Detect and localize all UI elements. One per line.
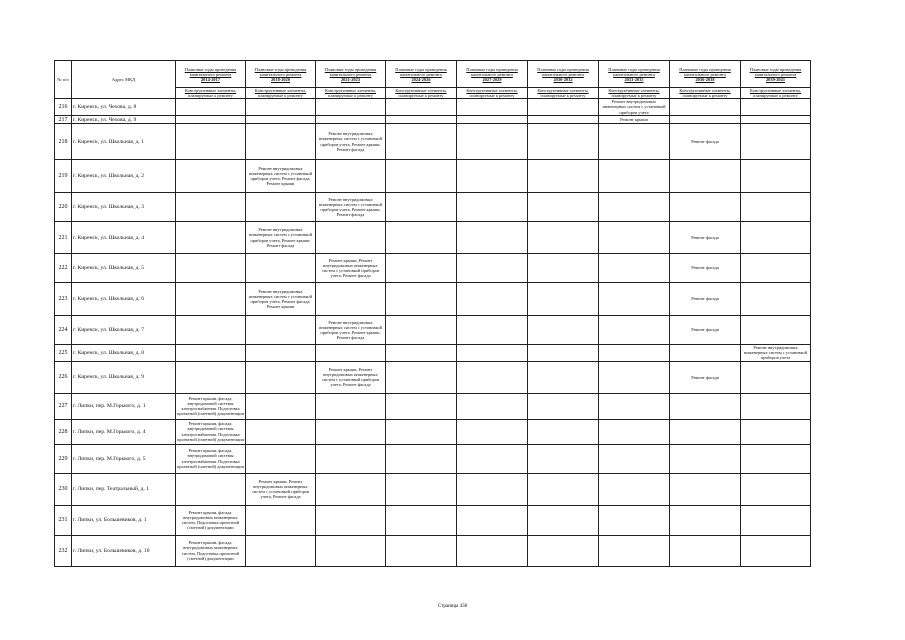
repair-work-cell — [599, 535, 670, 566]
repair-work-cell — [457, 222, 528, 254]
repair-work-cell — [457, 193, 528, 222]
repair-work-cell — [386, 361, 457, 393]
period-years: 2018-2020 — [270, 76, 291, 82]
repair-work-cell — [528, 393, 599, 419]
row-number: 231 — [55, 505, 72, 535]
repair-work-cell — [670, 116, 741, 124]
table-row — [55, 116, 811, 124]
repair-work-cell — [457, 361, 528, 393]
repair-work-cell — [246, 505, 316, 535]
repair-work-cell — [741, 444, 811, 473]
repair-work-cell — [316, 473, 386, 505]
row-address: г. Киренск, ул. Чехова, д. 9 — [72, 116, 176, 124]
repair-work-cell — [599, 160, 670, 193]
period-label: Плановые годы проведения капитального ремонта — [466, 66, 518, 77]
repair-work-cell — [316, 99, 386, 116]
repair-work-cell — [246, 124, 316, 160]
row-address: г. Липки, ул. Большевиков, д. 1 — [72, 505, 176, 535]
period-years: 2014-2017 — [200, 76, 221, 82]
repair-work-cell — [316, 535, 386, 566]
row-number: 230 — [55, 473, 72, 505]
repair-work-cell: Ремонт внутридомовых инженерных систем с установкой приборов учета, Ремонт крыши, Ремонт фасада — [246, 222, 316, 254]
period-subheader: Конструктивные элементы, планируемые к ремонту — [528, 88, 599, 99]
repair-work-cell — [528, 345, 599, 362]
repair-work-cell — [670, 473, 741, 505]
repair-work-cell — [741, 124, 811, 160]
row-address: г. Киренск, ул. Школьная, д. 8 — [72, 345, 176, 362]
repair-work-cell — [457, 116, 528, 124]
row-address: г. Липки, пер. М.Горького, д. 5 — [72, 444, 176, 473]
period-header-2014-2017 — [176, 61, 246, 88]
period-years: 2033-2035 — [624, 76, 644, 82]
period-header-2030-2032 — [528, 61, 599, 88]
repair-work-cell — [386, 535, 457, 566]
repair-work-cell — [599, 283, 670, 316]
row-number: 226 — [55, 361, 72, 393]
repair-work-cell — [316, 160, 386, 193]
repair-work-cell — [316, 419, 386, 444]
period-label: Плановые годы проведения капитального ремонта — [608, 66, 660, 77]
repair-work-cell — [316, 283, 386, 316]
repair-work-cell — [528, 419, 599, 444]
row-number: 228 — [55, 419, 72, 444]
period-subheader: Конструктивные элементы, планируемые к ремонту — [316, 88, 386, 99]
repair-work-cell — [670, 193, 741, 222]
repair-work-cell — [176, 160, 246, 193]
repair-work-cell — [246, 345, 316, 362]
repair-work-cell: Ремонт внутридомовых инженерных систем с установкой приборов учета — [599, 99, 670, 116]
table-row — [55, 444, 811, 473]
repair-work-cell — [386, 193, 457, 222]
table-row — [55, 222, 811, 254]
repair-work-cell — [741, 116, 811, 124]
repair-work-cell — [316, 116, 386, 124]
row-address: г. Киренск, ул. Школьная, д. 3 — [72, 193, 176, 222]
repair-work-cell — [670, 345, 741, 362]
repair-work-cell — [457, 419, 528, 444]
row-number: 217 — [55, 116, 72, 124]
repair-work-cell — [599, 345, 670, 362]
repair-work-cell — [599, 193, 670, 222]
row-address: г. Липки, пер. М.Горького, д. 4 — [72, 419, 176, 444]
period-subheader: Конструктивные элементы, планируемые к ремонту — [741, 88, 811, 99]
repair-work-cell — [176, 473, 246, 505]
repair-work-cell: Ремонт фасада — [670, 361, 741, 393]
repair-work-cell — [528, 535, 599, 566]
page-number: Страница 438 — [437, 604, 468, 609]
repair-work-cell — [741, 473, 811, 505]
repair-work-cell — [386, 444, 457, 473]
period-label: Плановые годы проведения капитального ремонта — [395, 66, 447, 77]
row-number: 218 — [55, 124, 72, 160]
period-subheader: Конструктивные элементы, планируемые к ремонту — [599, 88, 670, 99]
repair-work-cell — [528, 193, 599, 222]
repair-work-cell — [176, 116, 246, 124]
period-years: 2024-2026 — [411, 76, 431, 82]
repair-work-cell — [528, 124, 599, 160]
repair-work-cell: Ремонт крыши, фасада, внутридомовой системы электроснабжения. Подготовка проектной (сметной) документации — [176, 419, 246, 444]
capital-repair-plan-table — [54, 60, 811, 567]
repair-work-cell: Ремонт внутридомовых инженерных систем с установкой приборов учета, Ремонт крыши, Ремонт фасада — [316, 193, 386, 222]
repair-work-cell — [386, 393, 457, 419]
repair-work-cell — [741, 535, 811, 566]
table-row — [55, 160, 811, 193]
repair-work-cell — [599, 316, 670, 345]
period-header-2033-2035 — [599, 61, 670, 88]
repair-work-cell — [176, 254, 246, 283]
period-years: 2036-2038 — [695, 76, 715, 82]
period-subheader: Конструктивные элементы, планируемые к ремонту — [246, 88, 316, 99]
row-number: 224 — [55, 316, 72, 345]
repair-work-cell — [528, 444, 599, 473]
repair-work-cell — [246, 393, 316, 419]
header-row — [55, 61, 811, 88]
row-address: г. Киренск, ул. Школьная, д. 4 — [72, 222, 176, 254]
repair-work-cell: Ремонт крыши — [599, 116, 670, 124]
repair-work-cell — [386, 345, 457, 362]
period-header-2027-2029 — [457, 61, 528, 88]
repair-work-cell — [457, 473, 528, 505]
repair-work-cell — [741, 505, 811, 535]
row-number: 232 — [55, 535, 72, 566]
repair-work-cell — [599, 505, 670, 535]
repair-work-cell — [176, 345, 246, 362]
period-label: Плановые годы проведения капитального ремонта — [749, 66, 802, 77]
period-header-2039-2041 — [741, 61, 811, 88]
repair-work-cell: Ремонт внутридомовых инженерных систем с установкой приборов учета — [741, 345, 811, 362]
repair-work-cell — [741, 222, 811, 254]
row-number: 229 — [55, 444, 72, 473]
period-subheader: Конструктивные элементы, планируемые к ремонту — [386, 88, 457, 99]
period-subheader: Конструктивные элементы, планируемые к ремонту — [176, 88, 246, 99]
repair-work-cell: Ремонт крыши, Ремонт внутридомовых инженерных систем с установкой приборов учета, Ремонт фасада — [316, 254, 386, 283]
repair-work-cell — [457, 393, 528, 419]
period-years: 2021-2023 — [340, 76, 361, 82]
repair-work-cell — [386, 116, 457, 124]
repair-work-cell — [386, 473, 457, 505]
repair-work-cell — [316, 222, 386, 254]
repair-work-cell — [528, 254, 599, 283]
repair-work-cell — [386, 316, 457, 345]
row-address: г. Киренск, ул. Школьная, д. 7 — [72, 316, 176, 345]
period-years: 2030-2032 — [553, 76, 573, 82]
table-row — [55, 193, 811, 222]
repair-work-cell — [386, 160, 457, 193]
repair-work-cell — [176, 283, 246, 316]
repair-work-cell — [670, 535, 741, 566]
row-address: г. Липки, пер. М.Горького, д. 1 — [72, 393, 176, 419]
repair-work-cell — [528, 316, 599, 345]
repair-work-cell — [316, 345, 386, 362]
period-label: Плановые годы проведения капитального ремонта — [324, 66, 377, 77]
row-address: г. Киренск, ул. Школьная, д. 2 — [72, 160, 176, 193]
repair-work-cell — [176, 361, 246, 393]
repair-work-cell — [457, 124, 528, 160]
repair-work-cell: Ремонт внутридомовых инженерных систем с установкой приборов учета, Ремонт крыши, Ремонт фасада — [316, 124, 386, 160]
repair-work-cell — [528, 283, 599, 316]
table-row — [55, 99, 811, 116]
period-header-2018-2020 — [246, 61, 316, 88]
repair-work-cell — [670, 419, 741, 444]
table-row — [55, 393, 811, 419]
repair-work-cell — [457, 505, 528, 535]
repair-work-cell — [457, 345, 528, 362]
period-years: 2027-2029 — [482, 76, 502, 82]
repair-work-cell — [670, 444, 741, 473]
row-address: г. Киренск, ул. Школьная, д. 9 — [72, 361, 176, 393]
repair-work-cell: Ремонт фасада — [670, 124, 741, 160]
repair-work-cell — [741, 361, 811, 393]
repair-work-cell — [741, 254, 811, 283]
repair-work-cell — [386, 419, 457, 444]
table-row — [55, 473, 811, 505]
table-row — [55, 254, 811, 283]
repair-work-cell — [528, 99, 599, 116]
repair-work-cell — [176, 316, 246, 345]
repair-work-cell — [741, 160, 811, 193]
repair-work-cell — [246, 419, 316, 444]
repair-work-cell — [599, 361, 670, 393]
repair-work-cell — [386, 124, 457, 160]
repair-work-cell: Ремонт фасада — [670, 254, 741, 283]
period-subheader: Конструктивные элементы, планируемые к ремонту — [670, 88, 741, 99]
repair-work-cell — [599, 393, 670, 419]
repair-work-cell — [599, 444, 670, 473]
period-label: Плановые годы проведения капитального ремонта — [184, 66, 237, 77]
repair-work-cell: Ремонт фасада — [670, 283, 741, 316]
repair-work-cell — [246, 193, 316, 222]
repair-work-cell — [741, 393, 811, 419]
row-address: г. Киренск, ул. Школьная, д. 6 — [72, 283, 176, 316]
row-number: 223 — [55, 283, 72, 316]
repair-work-cell: Ремонт фасада — [670, 222, 741, 254]
table-header — [55, 61, 811, 99]
period-header-2036-2038 — [670, 61, 741, 88]
table-row — [55, 283, 811, 316]
repair-work-cell — [741, 99, 811, 116]
repair-work-cell — [316, 393, 386, 419]
row-address: г. Липки, ул. Большевиков, д. 10 — [72, 535, 176, 566]
row-number: 216 — [55, 99, 72, 116]
repair-work-cell — [528, 505, 599, 535]
repair-work-cell: Ремонт крыши, Ремонт внутридомовых инженерных систем с установкой приборов учета, Ремонт фасада — [246, 473, 316, 505]
row-number: 222 — [55, 254, 72, 283]
repair-work-cell — [457, 254, 528, 283]
repair-work-cell — [386, 99, 457, 116]
repair-work-cell — [741, 283, 811, 316]
repair-work-cell — [176, 222, 246, 254]
repair-work-cell — [457, 99, 528, 116]
row-number: 220 — [55, 193, 72, 222]
repair-work-cell — [599, 222, 670, 254]
repair-work-cell — [670, 505, 741, 535]
period-label: Плановые годы проведения капитального ремонта — [254, 66, 307, 77]
repair-work-cell: Ремонт внутридомовых инженерных систем с установкой приборов учета, Ремонт фасада, Ремонт крыши — [246, 283, 316, 316]
repair-work-cell — [599, 254, 670, 283]
repair-work-cell — [176, 99, 246, 116]
repair-work-cell — [457, 160, 528, 193]
row-number: 219 — [55, 160, 72, 193]
repair-work-cell — [457, 316, 528, 345]
row-number: 221 — [55, 222, 72, 254]
row-number: 225 — [55, 345, 72, 362]
repair-work-cell — [741, 419, 811, 444]
repair-work-cell — [246, 99, 316, 116]
repair-work-cell — [670, 160, 741, 193]
repair-work-cell — [528, 361, 599, 393]
table-row — [55, 361, 811, 393]
repair-work-cell — [316, 444, 386, 473]
repair-work-cell — [670, 99, 741, 116]
repair-work-cell: Ремонт внутридомовых инженерных систем с установкой приборов учета, Ремонт крыши, Ремонт фасада — [316, 316, 386, 345]
repair-work-cell: Ремонт крыши, фасада, внутридомовой системы электроснабжения. Подготовка проектной (сметной) документации — [176, 393, 246, 419]
repair-work-cell — [316, 505, 386, 535]
repair-work-cell — [386, 505, 457, 535]
repair-work-cell — [246, 535, 316, 566]
repair-work-cell — [599, 124, 670, 160]
table-row — [55, 345, 811, 362]
repair-work-cell — [246, 444, 316, 473]
period-subheader: Конструктивные элементы, планируемые к ремонту — [457, 88, 528, 99]
repair-work-cell — [741, 193, 811, 222]
table-row — [55, 535, 811, 566]
repair-work-cell — [176, 124, 246, 160]
repair-work-cell — [386, 222, 457, 254]
repair-work-cell: Ремонт крыши, Ремонт внутридомовых инженерных систем с установкой приборов учета, Ремонт фасада — [316, 361, 386, 393]
row-address: г. Киренск, ул. Школьная, д. 5 — [72, 254, 176, 283]
repair-work-cell — [246, 116, 316, 124]
row-address: г. Киренск, ул. Чехова, д. 8 — [72, 99, 176, 116]
address-column-header: Адрес МКД — [72, 61, 176, 99]
table-row — [55, 505, 811, 535]
repair-work-cell: Ремонт внутридомовых инженерных систем с установкой приборов учета, Ремонт фасада, Ремонт крыши — [246, 160, 316, 193]
repair-work-cell: Ремонт крыши, фасада, внутридомовых инженерных систем. Подготовка проектной (сметной) документации — [176, 535, 246, 566]
table-body — [55, 99, 811, 567]
repair-work-cell — [457, 444, 528, 473]
repair-work-cell — [599, 419, 670, 444]
repair-work-cell: Ремонт крыши, фасада, внутридомовой системы электроснабжения. Подготовка проектной (сметной) документации — [176, 444, 246, 473]
repair-work-cell — [246, 361, 316, 393]
number-column-header: № п/о — [55, 61, 72, 99]
repair-work-cell: Ремонт крыши, фасада, внутридомовых инженерных систем. Подготовка проектной (сметной) документации — [176, 505, 246, 535]
repair-work-cell: Ремонт фасада — [670, 316, 741, 345]
row-address: г. Липки, пер. Театральный, д. 1 — [72, 473, 176, 505]
repair-work-cell — [528, 116, 599, 124]
repair-work-cell — [528, 473, 599, 505]
table-row — [55, 419, 811, 444]
repair-work-cell — [599, 473, 670, 505]
repair-work-cell — [386, 283, 457, 316]
repair-work-cell — [457, 535, 528, 566]
repair-work-cell — [176, 193, 246, 222]
repair-work-cell — [528, 160, 599, 193]
repair-work-cell — [386, 254, 457, 283]
row-address: г. Киренск, ул. Школьная, д. 1 — [72, 124, 176, 160]
repair-work-cell — [741, 316, 811, 345]
repair-work-cell — [670, 393, 741, 419]
period-label: Плановые годы проведения капитального ремонта — [679, 66, 731, 77]
period-header-2021-2023 — [316, 61, 386, 88]
table-row — [55, 124, 811, 160]
period-label: Плановые годы проведения капитального ремонта — [537, 66, 589, 77]
repair-work-cell — [457, 283, 528, 316]
table-row — [55, 316, 811, 345]
period-header-2024-2026 — [386, 61, 457, 88]
row-number: 227 — [55, 393, 72, 419]
repair-work-cell — [528, 222, 599, 254]
repair-work-cell — [246, 316, 316, 345]
repair-work-cell — [246, 254, 316, 283]
period-years: 2039-2041 — [765, 76, 786, 82]
